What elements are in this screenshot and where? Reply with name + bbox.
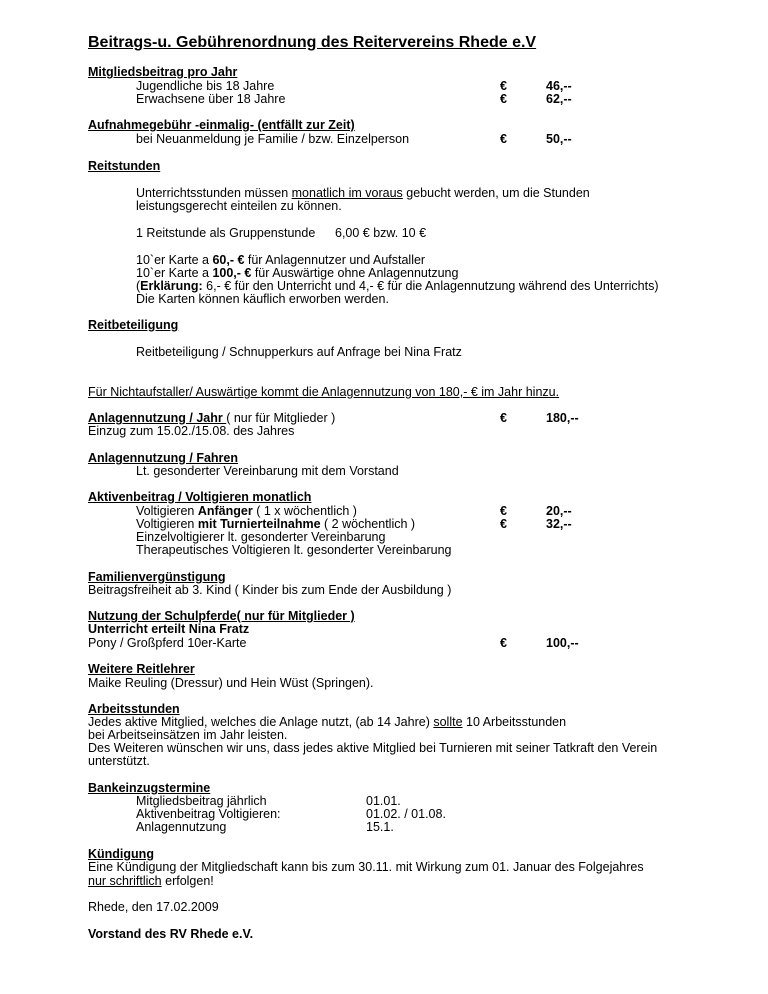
bank-date-vaulting: 01.02. / 01.08. — [366, 807, 446, 821]
vaulting-individual: Einzelvoltigierer lt. gesonderter Vereinbarung — [136, 530, 386, 544]
school-horses-instructor: Unterricht erteilt Nina Fratz — [88, 622, 250, 636]
group-lesson-price: 6,00 € bzw. 10 € — [335, 226, 427, 240]
lessons-explanation: (Erklärung: 6,- € für den Unterricht und 4,- € für die Anlagennutzung während des Unterrichts) — [136, 279, 659, 293]
work-hours-line3: Des Weiteren wünschen wir uns, dass jedes aktive Mitglied bei Turnieren mit seiner Tatkraft den Verein — [88, 741, 658, 755]
lessons-heading: Reitstunden — [88, 159, 161, 173]
driving-text: Lt. gesonderter Vereinbarung mit dem Vorstand — [136, 464, 399, 478]
admission-heading: Aufnahmegebühr -einmalig- (entfällt zur Zeit) — [88, 118, 355, 132]
bank-date-membership: 01.01. — [366, 794, 401, 808]
bank-label-vaulting: Aktivenbeitrag Voltigieren: — [136, 807, 281, 821]
family-heading: Familienvergünstigung — [88, 570, 226, 584]
vaulting-therapeutic: Therapeutisches Voltigieren lt. gesonderter Vereinbarung — [136, 543, 452, 557]
school-horses-label: Pony / Großpferd 10er-Karte — [88, 636, 247, 650]
family-text: Beitragsfreiheit ab 3. Kind ( Kinder bis zum Ende der Ausbildung ) — [88, 583, 452, 597]
school-horses-heading: Nutzung der Schulpferde( nur für Mitglieder ) — [88, 609, 355, 623]
bank-date-facility: 15.1. — [366, 820, 394, 834]
termination-heading: Kündigung — [88, 847, 154, 861]
instructors-heading: Weitere Reitlehrer — [88, 662, 195, 676]
membership-adult-amount: 62,-- — [546, 92, 572, 106]
school-horses-amount: 100,-- — [546, 636, 579, 650]
instructors-text: Maike Reuling (Dressur) und Hein Wüst (Springen). — [88, 676, 374, 690]
vaulting-heading: Aktivenbeitrag / Voltigieren monatlich — [88, 490, 312, 504]
work-hours-heading: Arbeitsstunden — [88, 702, 180, 716]
facility-heading: Anlagennutzung / Jahr ( nur für Mitglieder ) — [88, 411, 336, 425]
vaulting-tournament-label: Voltigieren mit Turnierteilnahme ( 2 wöchentlich ) — [136, 517, 416, 531]
facility-currency: € — [500, 411, 507, 425]
vaulting-beginner-amount: 20,-- — [546, 504, 572, 518]
lessons-paragraph-line1: Unterrichtsstunden müssen monatlich im voraus gebucht werden, um die Stunden — [136, 186, 590, 200]
facility-amount: 180,-- — [546, 411, 579, 425]
membership-youth-amount: 46,-- — [546, 79, 572, 93]
termination-line1: Eine Kündigung der Mitgliedschaft kann bis zum 30.11. mit Wirkung zum 01. Januar des Folgejahres — [88, 860, 644, 874]
lessons-paragraph-line2: leistungsgerecht einteilen zu können. — [136, 199, 342, 213]
admission-label: bei Neuanmeldung je Familie / bzw. Einzelperson — [136, 132, 410, 146]
card-offer-1: 10`er Karte a 60,- € für Anlagennutzer und Aufstaller — [136, 253, 426, 267]
driving-heading: Anlagennutzung / Fahren — [88, 451, 238, 465]
card-offer-2: 10`er Karte a 100,- € für Auswärtige ohne Anlagennutzung — [136, 266, 459, 280]
termination-line2: nur schriftlich erfolgen! — [88, 874, 214, 888]
signature: Vorstand des RV Rhede e.V. — [88, 927, 254, 941]
lessons-buy-note: Die Karten können käuflich erworben werden. — [136, 292, 389, 306]
vaulting-beginner-currency: € — [500, 504, 507, 518]
facility-collection-note: Einzug zum 15.02./15.08. des Jahres — [88, 424, 295, 438]
page-title: Beitrags-u. Gebührenordnung des Reitervereins Rhede e.V — [88, 34, 537, 51]
membership-heading: Mitgliedsbeitrag pro Jahr — [88, 65, 238, 79]
vaulting-beginner-label: Voltigieren Anfänger ( 1 x wöchentlich ) — [136, 504, 357, 518]
non-boarder-note: Für Nichtaufstaller/ Auswärtige kommt die Anlagennutzung von 180,- € im Jahr hinzu. — [88, 385, 560, 399]
school-horses-currency: € — [500, 636, 507, 650]
place-date: Rhede, den 17.02.2009 — [88, 900, 219, 914]
membership-youth-label: Jugendliche bis 18 Jahre — [136, 79, 275, 93]
bank-label-membership: Mitgliedsbeitrag jährlich — [136, 794, 267, 808]
membership-adult-label: Erwachsene über 18 Jahre — [136, 92, 286, 106]
membership-adult-currency: € — [500, 92, 507, 106]
work-hours-line2: bei Arbeitseinsätzen im Jahr leisten. — [88, 728, 288, 742]
participation-heading: Reitbeteiligung — [88, 318, 179, 332]
participation-text: Reitbeteiligung / Schnupperkurs auf Anfrage bei Nina Fratz — [136, 345, 462, 359]
work-hours-line1: Jedes aktive Mitglied, welches die Anlage nutzt, (ab 14 Jahre) sollte 10 Arbeitsstunden — [88, 715, 567, 729]
admission-currency: € — [500, 132, 507, 146]
vaulting-tournament-currency: € — [500, 517, 507, 531]
bank-label-facility: Anlagennutzung — [136, 820, 227, 834]
vaulting-tournament-amount: 32,-- — [546, 517, 572, 531]
membership-youth-currency: € — [500, 79, 507, 93]
work-hours-line4: unterstützt. — [88, 754, 150, 768]
bank-heading: Bankeinzugstermine — [88, 781, 211, 795]
admission-amount: 50,-- — [546, 132, 572, 146]
group-lesson-label: 1 Reitstunde als Gruppenstunde — [136, 226, 316, 240]
